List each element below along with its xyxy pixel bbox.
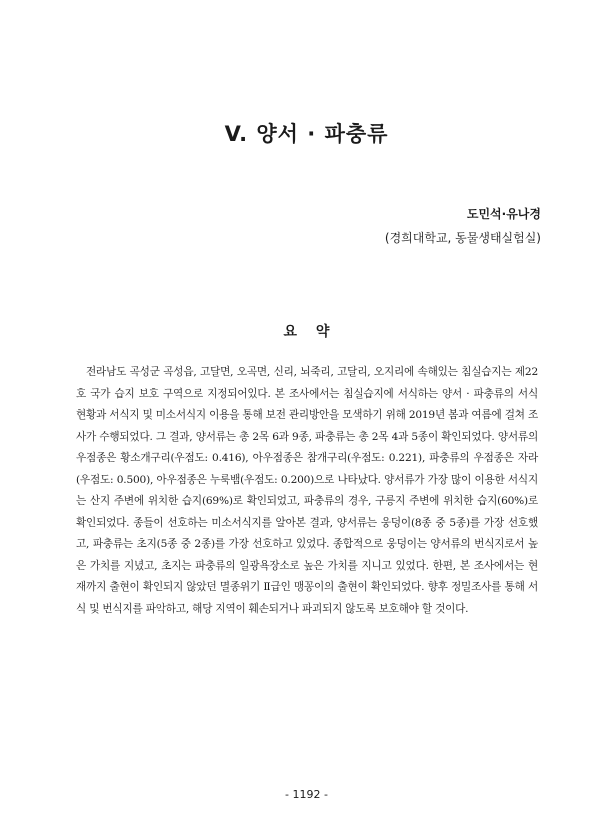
author-affiliation: (경희대학교, 동물생태실험실)	[384, 231, 541, 245]
author-names: 도민석·유나경	[466, 207, 541, 221]
page-number: - 1192 -	[285, 788, 328, 801]
abstract-body: 전라남도 곡성군 곡성읍, 고달면, 오곡면, 신리, 뇌죽리, 고달리, 오지리에 속해있는 침실습지는 제22호 국가 습지 보호 구역으로 지정되어있다. 본 조사에서는 침실습지에 서식하는 양서 · 파충류의 서식 현황과 서식지 및 미소서식지 이용을 통해 보전 관리방안을 모색하기 위해 2019년 봄과 여름에 걸쳐 조사가 수행되었다. 그 결과, 양서류는 총 2목 6과 9종, 파충류는 총 2목 4과 5종이 확인되었다. 양서류의 우점종은 황소개구리(우점도: 0.416), 아우점종은 참개구리(우점도: 0.221), 파충류의 우점종은 자라(우점도: 0.500), 아우점종은 누룩뱀(우점도: 0.200)으로 나타났다. 양서류가 가장 많이 이용한 서식지는 산지 주변에 위치한 습지(69%)로 확인되었고, 파충류의 경우, 구릉지 주변에 위치한 습지(60%)로 확인되었다. 종들이 선호하는 미소서식지를 알아본 결과, 양서류는 웅덩이(8종 중 5종)를 가장 선호했고, 파충류는 초지(5종 중 2종)를 가장 선호하고 있었다. 종합적으로 웅덩이는 양서류의 번식지로서 높은 가치를 지녔고, 초지는 파충류의 일광욕장소로 높은 가치를 지니고 있었다. 한편, 본 조사에서는 현재까지 출현이 확인되지 않았던 멸종위기 Ⅱ급인 맹꽁이의 출현이 확인되었다. 향후 정밀조사를 통해 서식 및 번식지를 파악하고, 해당 지역이 훼손되거나 파괴되지 않도록 보호해야 할 것이다.	[76, 366, 538, 615]
abstract-heading: 요 약	[283, 324, 330, 340]
chapter-title: V. 양서 · 파충류	[224, 122, 389, 146]
